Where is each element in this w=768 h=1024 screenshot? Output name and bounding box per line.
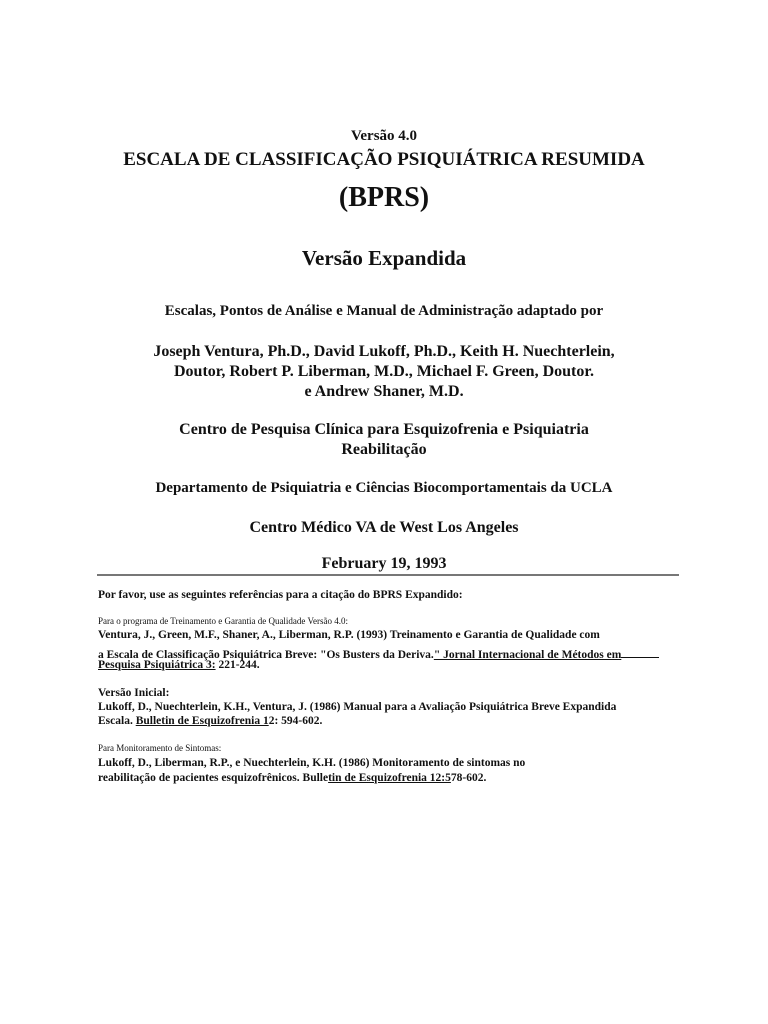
document-title: ESCALA DE CLASSIFICAÇÃO PSIQUIÁTRICA RESUMIDA (123, 149, 645, 170)
initial-reference-line-1: Lukoff, D., Nuechterlein, K.H., Ventura, J. (1986) Manual para a Avaliação Psiquiátrica Breve Expandida (98, 701, 617, 713)
monitoring-bulletin-underlined: tin de Esquizofrenia 12:5 (328, 772, 451, 784)
journal-volume-underlined: Pesquisa Psiquiátrica 3: (98, 659, 216, 671)
authors-line-3: e Andrew Shaner, M.D. (304, 383, 464, 400)
initial-reference-line-2-text: Escala. (98, 715, 136, 727)
monitoring-bulletin-pages: 78-602. (450, 772, 487, 784)
monitoring-reference-line-1: Lukoff, D., Liberman, R.P., e Nuechterlein, K.H. (1986) Monitoramento de sintomas no (98, 757, 526, 769)
adapted-by-line: Escalas, Pontos de Análise e Manual de Administração adaptado por (164, 303, 604, 319)
authors-line-2: Doutor, Robert P. Liberman, M.D., Michael F. Green, Doutor. (174, 363, 594, 380)
monitoring-reference-line-2 (98, 773, 486, 785)
journal-pages: 221-244. (215, 659, 260, 671)
research-center-line-1: Centro de Pesquisa Clínica para Esquizofrenia e Psiquiatria (179, 421, 589, 438)
monitoring-reference-line-2-text: reabilitação de pacientes esquizofrênicos. Bulle (98, 772, 329, 784)
document-date: February 19, 1993 (321, 555, 447, 572)
training-reference-line-3 (98, 660, 260, 672)
bulletin-title-underlined: Bulletin de Esquizofrenia 1 (135, 715, 269, 727)
underline-fill (621, 646, 659, 658)
bulletin-pages: 2: 594-602. (268, 715, 323, 727)
monitoring-reference-heading: Para Monitoramento de Sintomas: (98, 743, 222, 753)
research-center-line-2: Reabilitação (341, 441, 427, 458)
references-intro: Por favor, use as seguintes referências para a citação do BPRS Expandido: (98, 589, 463, 601)
authors-line-1: Joseph Ventura, Ph.D., David Lukoff, Ph.D., Keith H. Nuechterlein, (153, 343, 615, 360)
document-subtitle: Versão Expandida (301, 246, 467, 270)
version-label: Versão 4.0 (350, 128, 418, 144)
horizontal-divider (97, 574, 679, 576)
training-reference-heading: Para o programa de Treinamento e Garantia de Qualidade Versão 4.0: (98, 616, 349, 626)
department-line: Departamento de Psiquiatria e Ciências Biocomportamentais da UCLA (155, 480, 613, 496)
journal-title-underlined: " Jornal Internacional de Métodos em (433, 649, 622, 661)
medical-center-line: Centro Médico VA de West Los Angeles (249, 519, 519, 536)
initial-reference-line-2 (98, 716, 322, 728)
document-acronym: (BPRS) (338, 182, 430, 213)
training-reference-line-2-text: a Escala de Classificação Psiquiátrica Breve: "Os Busters da Deriva. (98, 649, 434, 661)
initial-version-heading: Versão Inicial: (98, 687, 170, 699)
training-reference-line-1: Ventura, J., Green, M.F., Shaner, A., Liberman, R.P. (1993) Treinamento e Garantia de Qualidade com (98, 629, 600, 641)
